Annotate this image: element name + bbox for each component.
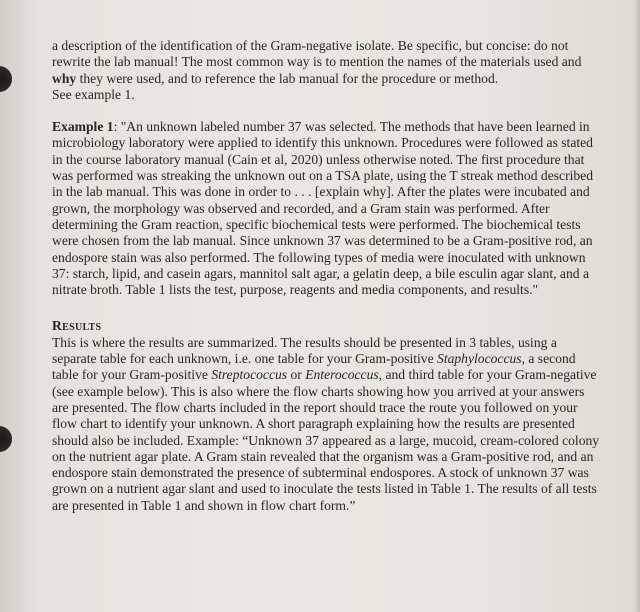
binder-hole-top — [0, 66, 12, 92]
binder-hole-bottom — [0, 426, 12, 452]
intro-why: why — [52, 70, 77, 86]
results-text-1: This is where the results are summarized. The results should be presented in 3 tables, using a separate table for each unknown, i.e. one table for your Gram-positive — [52, 334, 557, 367]
intro-text-2: they were used, and to reference the lab manual for the procedure or method. — [76, 70, 499, 86]
page-edge-shadow — [634, 0, 640, 612]
results-staphylococcus: Staphylococcus — [437, 351, 522, 367]
intro-text-1: a description of the identification of the Gram-negative isolate. Be specific, but concise: do not rewrite the lab manual! The most common way is to mention the names of the materials used and — [52, 38, 582, 70]
results-text-2: , a second table for your Gram-positive — [52, 351, 576, 383]
results-text-4: , and third table for your Gram-negative (see example below). This is also where the flow charts showing how you arrived at your answers are presented. The flow charts included in the report should trace the route you followed on your flow chart to identify your unknown. A short paragraph explaining how the results are presented should also be included. Example: “Unknown 37 appeared as a large, mucoid, cream-colored colony on the nutrient agar plate. A Gram stain revealed that the organism was a Gram-positive rod, and an endospore stain demonstrated the presence of subterminal endospores. A stock of unknown 37 was grown on a nutrient agar slant and used to inoculate the tests listed in Table 1. The results of all tests are presented in Table 1 and shown in flow chart form.” — [52, 367, 600, 513]
intro-paragraph — [52, 38, 604, 87]
see-example: See example 1. — [52, 86, 135, 102]
example-paragraph — [52, 119, 604, 298]
results-streptococcus: Streptococcus — [211, 367, 288, 383]
example-label: Example 1 — [52, 119, 114, 135]
results-enterococcus: Enterococcus — [305, 367, 379, 383]
results-text-3: or — [287, 367, 306, 383]
results-heading: Results — [52, 318, 102, 334]
example-text: : "An unknown labeled number 37 was selected. The methods that have been learned in microbiology laboratory were applied to identify this unknown. Procedures were followed as stated in the course laboratory manual (Cain et al, 2020) unless otherwise noted. The first procedure that was performed was streaking the unknown out on a TSA plate, using the T streak method described in the lab manual. This was done in order to . . . [explain why]. After the plates were incubated and grown, the morphology was observed and recorded, and a Gram stain was performed. After determining the Gram reaction, specific biochemical tests were performed. The biochemical tests were chosen from the lab manual. Since unknown 37 was determined to be a Gram-positive rod, an endospore stain was also performed. The following types of media were inoculated with unknown 37: starch, lipid, and casein agars, mannitol salt agar, a gelatin deep, a bile esculin agar slant, and a nitrate broth. Table 1 lists the test, purpose, reagents and media components, and results." — [52, 119, 593, 298]
results-paragraph — [52, 335, 604, 514]
document-body — [52, 38, 604, 514]
